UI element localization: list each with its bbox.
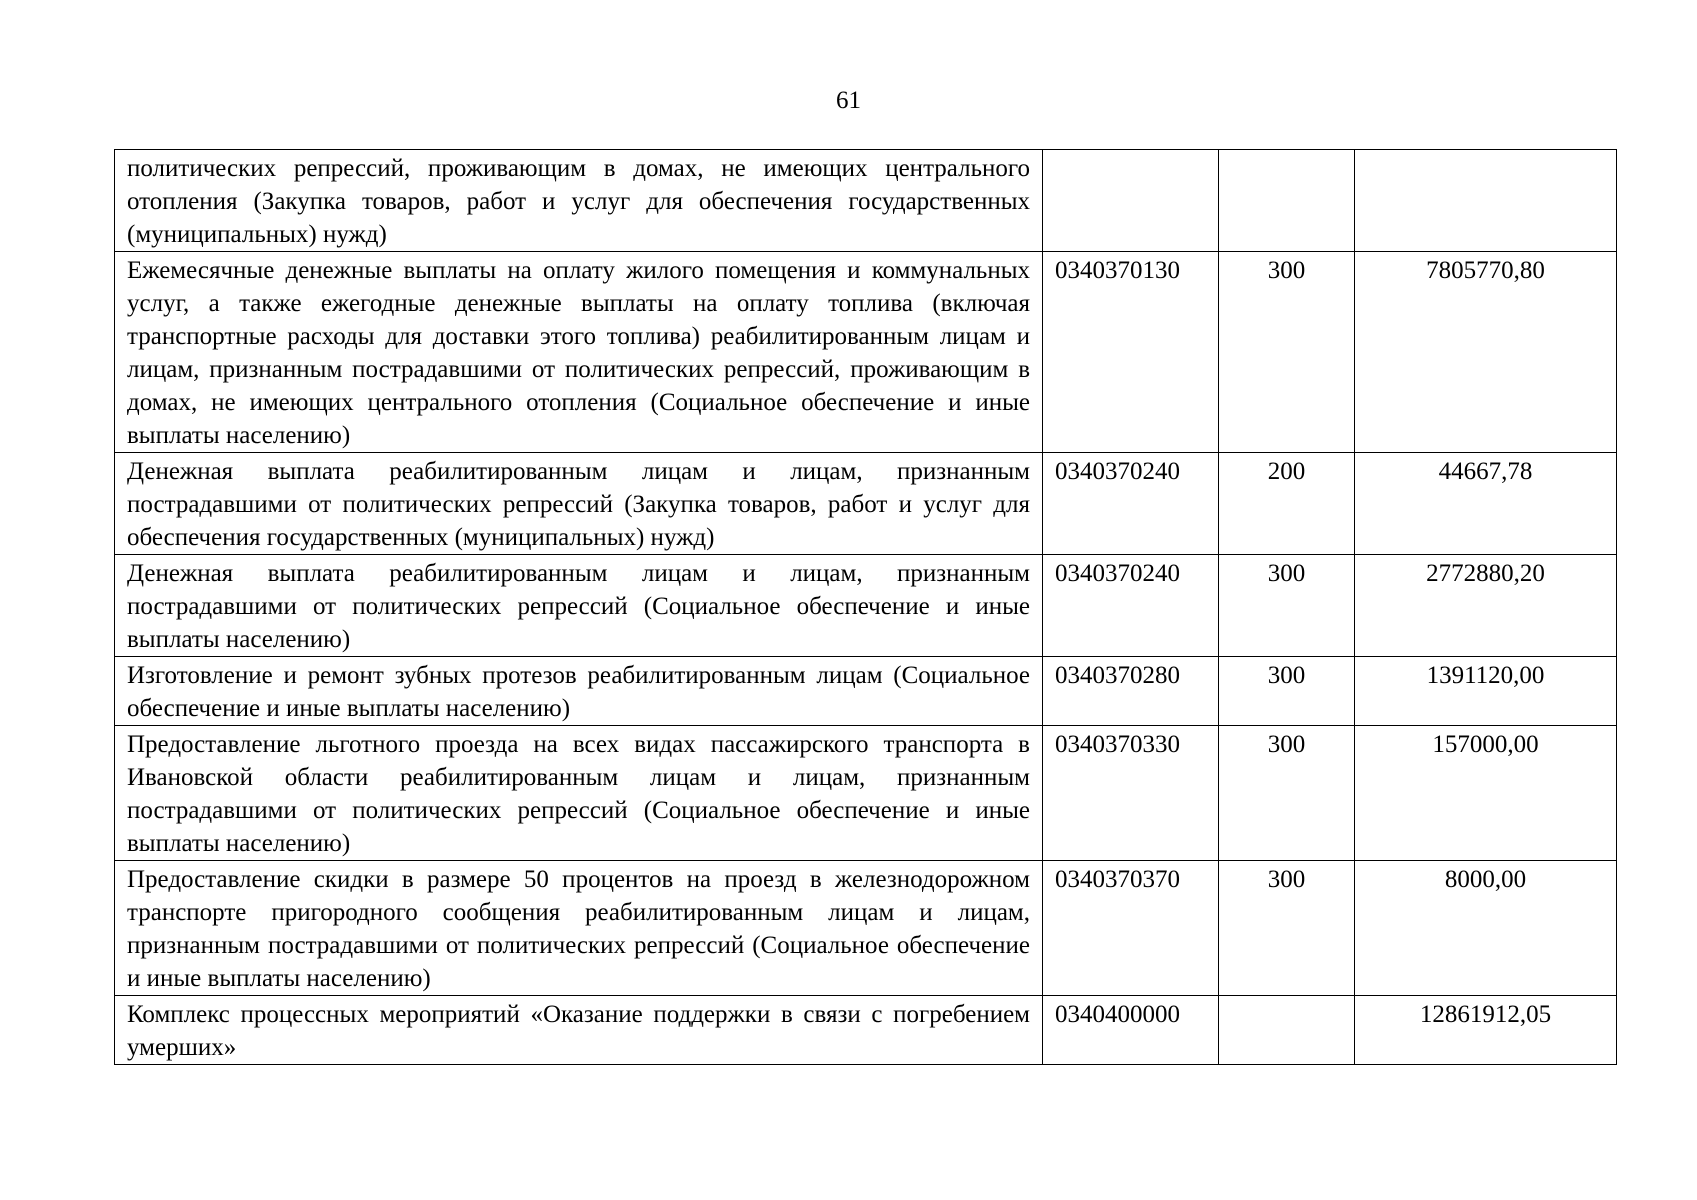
row-amount: 157000,00 [1355, 726, 1617, 861]
row-amount: 12861912,05 [1355, 996, 1617, 1065]
row-target-code: 0340370330 [1043, 726, 1219, 861]
table-row [115, 453, 1617, 555]
table-row [115, 726, 1617, 861]
row-amount: 1391120,00 [1355, 657, 1617, 726]
row-description: Изготовление и ремонт зубных протезов реабилитированным лицам (Социальное обеспечение и иные выплаты населению) [115, 657, 1043, 726]
row-expense-type [1219, 150, 1355, 252]
row-description: Предоставление скидки в размере 50 процентов на проезд в железнодорожном транспорте пригородного сообщения реабилитированным лицам и лицам, признанным пострадавшими от политических репрессий (Социальное обеспечение и иные выплаты населению) [115, 861, 1043, 996]
row-amount: 44667,78 [1355, 453, 1617, 555]
table-row [115, 861, 1617, 996]
row-description: политических репрессий, проживающим в домах, не имеющих центрального отопления (Закупка товаров, работ и услуг для обеспечения государственных (муниципальных) нужд) [115, 150, 1043, 252]
budget-table [114, 149, 1617, 1065]
row-expense-type: 300 [1219, 726, 1355, 861]
row-description: Денежная выплата реабилитированным лицам и лицам, признанным пострадавшими от политических репрессий (Социальное обеспечение и иные выплаты населению) [115, 555, 1043, 657]
row-expense-type: 300 [1219, 657, 1355, 726]
row-target-code: 0340370240 [1043, 453, 1219, 555]
row-amount [1355, 150, 1617, 252]
row-amount: 7805770,80 [1355, 252, 1617, 453]
row-expense-type: 300 [1219, 861, 1355, 996]
row-target-code: 0340400000 [1043, 996, 1219, 1065]
table-row [115, 996, 1617, 1065]
row-target-code [1043, 150, 1219, 252]
row-target-code: 0340370130 [1043, 252, 1219, 453]
page-number: 61 [836, 87, 861, 114]
row-description: Комплекс процессных мероприятий «Оказание поддержки в связи с погребением умерших» [115, 996, 1043, 1065]
table-row [115, 252, 1617, 453]
row-amount: 8000,00 [1355, 861, 1617, 996]
row-expense-type: 300 [1219, 252, 1355, 453]
row-description: Денежная выплата реабилитированным лицам и лицам, признанным пострадавшими от политических репрессий (Закупка товаров, работ и услуг для обеспечения государственных (муниципальных) нужд) [115, 453, 1043, 555]
row-amount: 2772880,20 [1355, 555, 1617, 657]
row-target-code: 0340370240 [1043, 555, 1219, 657]
row-description: Ежемесячные денежные выплаты на оплату жилого помещения и коммунальных услуг, а также ежегодные денежные выплаты на оплату топлива (включая транспортные расходы для доставки этого топлива) реабилитированным лицам и лицам, признанным пострадавшими от политических репрессий, проживающим в домах, не имеющих центрального отопления (Социальное обеспечение и иные выплаты населению) [115, 252, 1043, 453]
row-expense-type [1219, 996, 1355, 1065]
row-expense-type: 200 [1219, 453, 1355, 555]
row-target-code: 0340370280 [1043, 657, 1219, 726]
table-row [115, 555, 1617, 657]
row-target-code: 0340370370 [1043, 861, 1219, 996]
table-row [115, 150, 1617, 252]
table-row [115, 657, 1617, 726]
row-expense-type: 300 [1219, 555, 1355, 657]
row-description: Предоставление льготного проезда на всех видах пассажирского транспорта в Ивановской области реабилитированным лицам и лицам, признанным пострадавшими от политических репрессий (Социальное обеспечение и иные выплаты населению) [115, 726, 1043, 861]
